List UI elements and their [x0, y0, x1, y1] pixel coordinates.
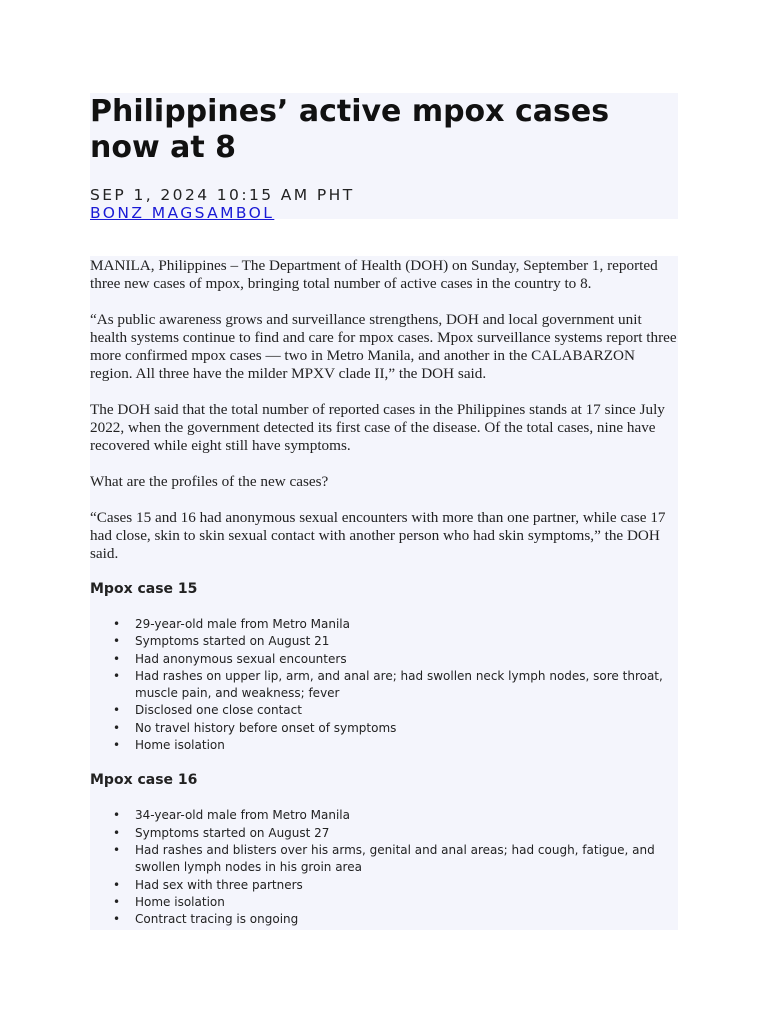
list-item: • Had anonymous sexual encounters	[135, 651, 678, 668]
list-item: • Had rashes on upper lip, arm, and anal are; had swollen neck lymph nodes, sore throat, muscle pain, and weakness; fever	[135, 668, 678, 703]
list-item: • Disclosed one close contact	[135, 702, 678, 719]
case-16-list	[90, 807, 678, 928]
article-header	[90, 93, 678, 222]
list-item: • Had sex with three partners	[135, 877, 678, 894]
author-link[interactable]: BONZ MAGSAMBOL	[90, 204, 275, 222]
paragraph-quote: “As public awareness grows and surveillance strengthens, DOH and local government unit health systems continue to find and care for mpox cases. Mpox surveillance systems report three more confirmed mpox cases — two in Metro Manila, and another in the CALABARZON region. All three have the milder MPXV clade II,” the DOH said.	[90, 311, 677, 382]
paragraph-totals: The DOH said that the total number of reported cases in the Philippines stands at 17 since July 2022, when the government detected its first case of the disease. Of the total cases, nine have recovered while eight still have symptoms.	[90, 401, 665, 454]
paragraph-profiles: “Cases 15 and 16 had anonymous sexual encounters with more than one partner, while case 17 had close, skin to skin sexual contact with another person who had skin symptoms,” the DOH said.	[90, 509, 666, 562]
list-item: • Home isolation	[135, 737, 678, 754]
list-item: • 34-year-old male from Metro Manila	[135, 807, 678, 824]
list-item: • Symptoms started on August 21	[135, 633, 678, 650]
list-item: • Had rashes and blisters over his arms, genital and anal areas; had cough, fatigue, and swollen lymph nodes in his groin area	[135, 842, 678, 877]
list-item: • Symptoms started on August 27	[135, 825, 678, 842]
case-15-list	[90, 616, 678, 754]
list-item: • Contract tracing is ongoing	[135, 911, 678, 928]
list-item: • Home isolation	[135, 894, 678, 911]
list-item: • 29-year-old male from Metro Manila	[135, 616, 678, 633]
list-item: • No travel history before onset of symptoms	[135, 720, 678, 737]
case-15-heading: Mpox case 15	[90, 581, 198, 597]
article-body	[90, 256, 678, 930]
paragraph-lead: MANILA, Philippines – The Department of Health (DOH) on Sunday, September 1, reported three new cases of mpox, bringing total number of active cases in the country to 8.	[90, 257, 658, 292]
article-dateline: SEP 1, 2024 10:15 AM PHT	[90, 186, 355, 204]
article-title: Philippines’ active mpox cases now at 8	[90, 94, 610, 165]
case-16-heading: Mpox case 16	[90, 772, 198, 789]
paragraph-question: What are the profiles of the new cases?	[90, 473, 329, 490]
